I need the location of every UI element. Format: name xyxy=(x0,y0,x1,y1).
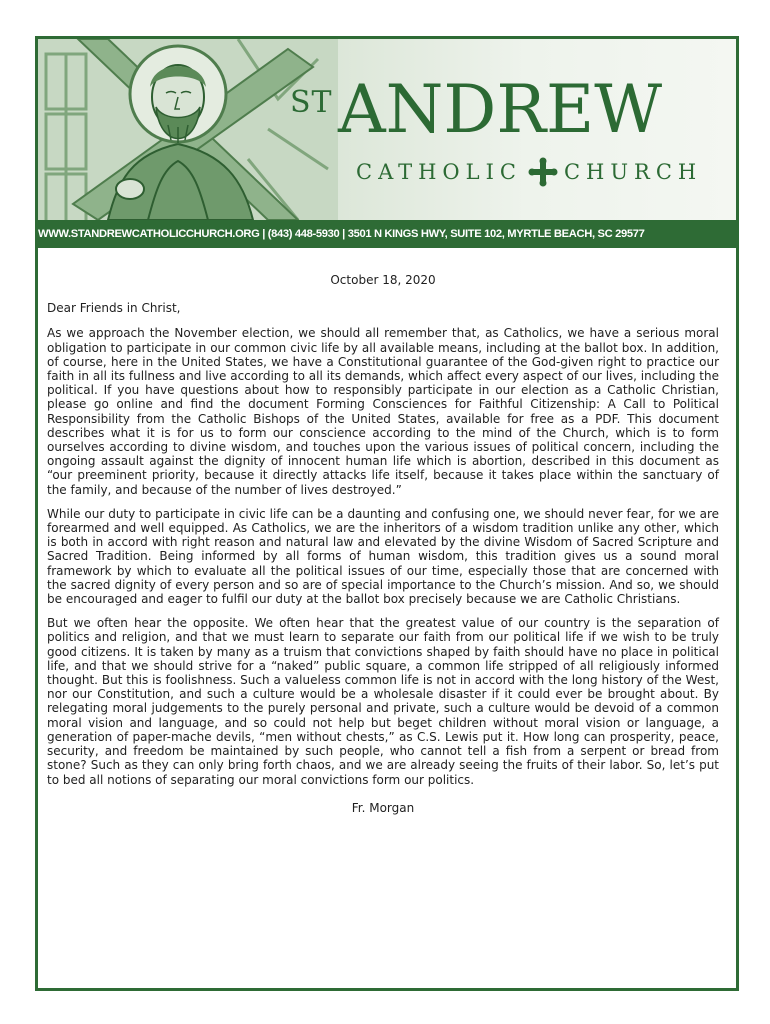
letter-date: October 18, 2020 xyxy=(330,273,436,287)
title-main: ANDREW xyxy=(338,71,663,148)
cross-icon xyxy=(528,157,558,187)
signature: Fr. Morgan xyxy=(351,800,415,815)
masthead xyxy=(38,39,736,220)
paragraph-3: But we often hear the opposite. We often hear that the greatest value of our country is the separation of politics and religion, and that we must learn to separate our faith from our political life if we wish to be truly good citizens. It is taken by many as a truism that convictions shaped by faith should have no place in political life, and that we should strive for a “naked” public square, a common life stripped of all religiously informed thought. But this is foolishness. Such a valueless common life is not in accord with the long history of the West, nor our Constitution, and such a culture would be a wholesale disaster if it could ever be brought about. By relegating moral judgements to the purely personal and private, such a culture would be devoid of a common moral vision and language, and so could not help but beget children without moral vision or language, a generation of paper-mache devils, “men without chests,” as C.S. Lewis put it. How long can prosperity, peace, security, and freedom be maintained by such people, who cannot tell a fish from a serpent or bread from stone? Such as they can only bring forth chaos, and we are already seeing the fruits of their labor. So, let’s put to bed all notions of separating our moral convictions form our politics. xyxy=(47,616,719,787)
subtitle-right: CHURCH xyxy=(563,160,703,184)
paragraph-2: While our duty to participate in civic life can be a daunting and confusing one, we should never fear, for we are forearmed and well equipped. As Catholics, we are the inheritors of a wisdom tradition unlike any other, which is both in accord with right reason and natural law and elevated by the divine Wisdom of Sacred Scripture and Sacred Tradition. Being informed by all forms of human wisdom, this tradition gives us a sound moral framework by which to evaluate all the political issues of our time, especially those that are concerned with the sacred dignity of every person and so are of special importance to the Church’s mission. And so, we should be encouraged and eager to fulfil our duty at the ballot box precisely because we are Catholic Christians. xyxy=(47,506,719,607)
newsletter-page xyxy=(35,36,739,991)
salutation: Dear Friends in Christ, xyxy=(47,301,181,316)
subtitle-left: CATHOLIC xyxy=(356,160,522,184)
church-title xyxy=(290,71,730,199)
title-prefix: ST xyxy=(290,85,333,120)
church-subtitle xyxy=(356,157,726,187)
letter-body xyxy=(47,273,719,827)
paragraph-1: As we approach the November election, we should all remember that, as Catholics, we have a serious moral obligation to participate in our common civic life by all available means, including at the ballot box. In addition, of course, here in the United States, we have a Constitutional guarantee of the God-given right to practice our faith in all its fullness and live according to all its demands, which affect every aspect of our lives, including the political. If you have questions about how to responsibly participate in our election as a Catholic Christian, please go online and find the document Forming Consciences for Faithful Citizenship: A Call to Political Responsibility from the Catholic Bishops of the United States, available for free as a PDF. This document describes what it is for us to form our conscience according to the mind of the Church, which is to form ourselves according to divine wisdom, and touches upon the various issues of political concern, including the ongoing assault against the dignity of innocent human life which is abortion, described in this document as “our preeminent priority, because it directly attacks life itself, because it takes place within the sanctuary of the family, and because of the number of lives destroyed.” xyxy=(47,326,719,497)
contact-bar: WWW.STANDREWCATHOLICCHURCH.ORG | (843) 448-5930 | 3501 N KINGS HWY, SUITE 102, MYRTLE BEACH, SC 29577 xyxy=(38,220,736,248)
